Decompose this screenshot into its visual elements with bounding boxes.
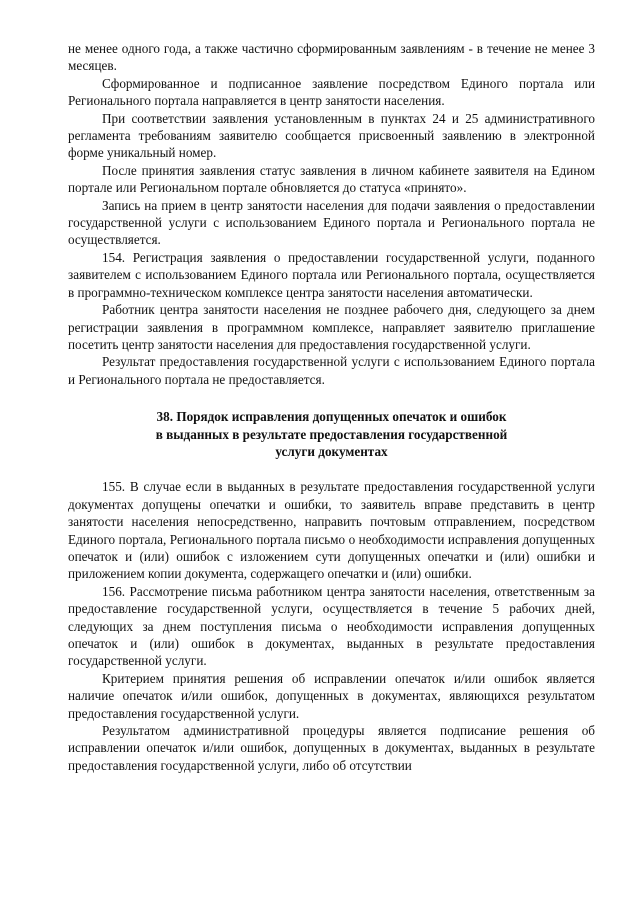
paragraph: Результатом административной процедуры является подписание решения об исправлении опечаток и/или ошибок, допущенных в документах, выданных в результате предоставления государственной услуги, либо об отсутствии (68, 723, 595, 773)
paragraph: После принятия заявления статус заявления в личном кабинете заявителя на Едином портале или Региональном портале обновляется до статуса «принято». (68, 162, 595, 196)
paragraph: При соответствии заявления установленным в пунктах 24 и 25 административного регламента требованиям заявителю сообщается присвоенный заявлению в электронной форме уникальный номер. (68, 110, 595, 161)
paragraph-156: 156. Рассмотрение письма работником центра занятости населения, ответственным за предоставление государственной услуги, осуществляется в течение 5 рабочих дней, следующих за днем поступления письма о необходимости исправления допущенных опечаток и (или) ошибок в документах, выданных в результате предоставления государственной услуги. (68, 583, 595, 669)
section-heading-line: 38. Порядок исправления допущенных опечаток и ошибок (156, 409, 507, 425)
section-heading (68, 408, 595, 460)
paragraph: не менее одного года, а также частично сформированным заявлениям - в течение не менее 3 месяцев. (68, 41, 595, 74)
paragraph: Запись на прием в центр занятости населения для подачи заявления о предоставлении государственной услуги с использованием Единого портала и Регионального портала не осуществляется. (68, 197, 595, 248)
paragraph: Работник центра занятости населения не позднее рабочего дня, следующего за днем регистрации заявления в программном комплексе, направляет заявителю приглашение посетить центр занятости населения для предоставления государственной услуги. (68, 302, 595, 352)
paragraph: Критерием принятия решения об исправлении опечаток и/или ошибок является наличие опечаток и/или ошибок, допущенных в документах, являющихся результатом предоставления государственной услуги. (68, 670, 595, 721)
paragraph: Результат предоставления государственной услуги с использованием Единого портала и Регионального портала не предоставляется. (68, 354, 595, 387)
paragraph: Сформированное и подписанное заявление посредством Единого портала или Регионального портала направляется в центр занятости населения. (68, 75, 595, 109)
paragraph-155: 155. В случае если в выданных в результате предоставления государственной услуги документах допущены опечатки и ошибки, то заявитель вправе представить в центр занятости населения непосредственно, направить почтовым отправлением, посредством Единого портала, Регионального портала письмо о необходимости исправления допущенных опечаток и (или) ошибок с изложением сути допущенных опечатки и (или) ошибки и приложением копии документа, содержащего опечатки и (или) ошибки. (68, 479, 595, 582)
section-heading-line: услуги документах (275, 443, 388, 459)
section-heading-line: в выданных в результате предоставления государственной (155, 426, 508, 442)
document-page (68, 40, 595, 774)
paragraph-154: 154. Регистрация заявления о предоставлении государственной услуги, поданного заявителем с использованием Единого портала или Регионального портала, осуществляется в программно-техническом комплексе центра занятости населения автоматически. (68, 249, 595, 300)
